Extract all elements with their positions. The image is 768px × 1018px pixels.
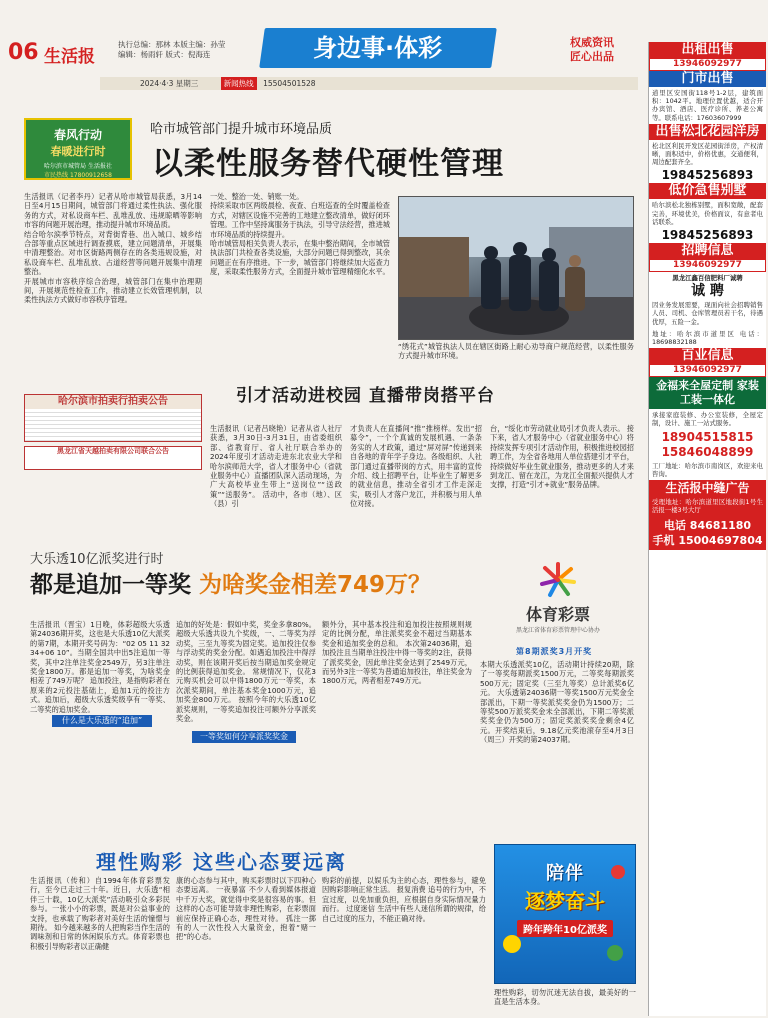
classified-job-contact: 地址：哈尔滨市道里区 电话：18698832188 (652, 329, 763, 347)
auction-ad-2-title: 黑龙江省天越拍卖有限公司联合公告 (57, 447, 169, 455)
classified-ad-phone-2: 15004697804 (678, 534, 763, 548)
article4-title: 理性购彩 这些心态要远离 (96, 850, 347, 874)
article4-col2: 康的心态参与其中，购买彩票时以下四种心态要远离。 一夜暴富 不少人看到媒体报道中千万大奖，就觉得中奖是很容易的事。但这样的心态可能导致非理性购彩，在彩票面前应保持正确心态，理性对待。 孤注一掷 有的人一次性投入大量资金，抱着“赌一把”的心态。 (176, 876, 316, 942)
classified-shop-sale-title: 门市出售 (649, 71, 766, 87)
classified-header-business (649, 348, 766, 377)
classified-column (648, 42, 766, 1016)
classified-ad-phone-1: 84681180 (689, 519, 752, 533)
classified-cheap-villa-text: 哈尔滨松北独栋别墅，面积宽敞，配套完善，环境优美，价格面议，有意者电话联系。 (652, 201, 763, 226)
article1-photo (398, 196, 634, 340)
issue-date: 2024·4·3 星期三 (140, 79, 199, 88)
article1-body-col2: 一处、整治一处、销账一处。 持续采取市区两级晨检、夜查、白班巡查的全时覆盖检查方式，对辖区设施不完善的工地建立整改清单，做好闭环管理。工作中坚持寓服务于执法，引导守法经营，推进城市环境品质的持续提升。 哈市城管局相关负责人表示，在集中整治期间，全市城管执法部门共检查各类设施，大部分问题已得到整改，其余问题正在有序推进。下一步，城管部门将继续加大巡查力度，采取柔性服务方式，全面提升城市管理精细化水平。 (210, 192, 390, 277)
classified-furniture-address: 工厂地址：哈尔滨市南岗区，欢迎来电咨询。 (652, 461, 763, 478)
classified-phone-business: 13946092977 (649, 364, 766, 377)
hotline-number: 15504501528 (263, 79, 316, 88)
page-number: 06 (8, 40, 39, 65)
auction-ad-body (25, 409, 201, 441)
article3-subhead-2-box (192, 728, 296, 746)
hotline-label: 新闻热线 (221, 77, 257, 90)
ball-icon (503, 935, 521, 953)
tagline-line-1: 权威资讯 (570, 36, 614, 49)
article4-col1: 生活报讯（传和）自1994年体育彩票发行，至今已走过三十年。近日，大乐透“相伴三十载，10亿大派奖”活动吸引众多彩民参与。一张小小的彩票，既是对公益事业的支持，也承载了购彩者对美好生活的憧憬与期待。 如今越来越多的人把购彩当作生活的调味剂和日常的休闲娱乐方式。体育彩票也积极引导购彩者以正确健 (30, 876, 170, 951)
classified-shop-sale-text: 道里区安国街118号1-2层，建筑面积：1042平。地理位置优越，适合开办宾馆、酒店、医疗诊所、养老公寓等。联系电话：17603607999 (652, 89, 763, 122)
article1-body-col1: 生活报讯（记者李丹）记者从哈市城管局获悉，3月14日至4月15日期间，城管部门将通过柔性执法、强化服务的方式，对私设商车栏、乱堆乱放、违规晾晒等影响市容的问题开展治理，推动提升城市环境品质。 结合哈尔滨季节特点，对背街背巷、出入城口、城乡结合部等重点区域进行调查摸底，建立问题清单，开展集中清理整治。对市区街路两侧存在的各类违规设施，对私设商车栏、乱堆乱放、占道经营等问题开展集中清理整治。 开展城市市容秩序综合治理，城管部门在集中治理期间，开展规范性检查工作，推动建立长效管理机制，以柔性执法方式做好市容秩序管理。 (24, 192, 202, 305)
badge-line-2: 春暖进行时 (50, 145, 106, 158)
article2-body-col3: 台，“绥化市劳动就业局引才负责人表示。 接下来，省人才服务中心（省就业服务中心）将持续发挥专项引才活动作用，积极推进校园招聘工作，为全省各地用人单位搭建引才平台，持续做好毕业生就业服务，推动更多的人才来到龙江、留在龙江，为龙江全面振兴提供人才支撑，打造“引才+就业”服务品牌。 (490, 424, 634, 490)
classified-ad-service-title: 生活报中缝广告 (649, 480, 766, 496)
classified-villa-text: 松北区利民开发区花园街洋房，产权清晰，面积适中，价格优惠，交通便利，周边配套齐全。 (652, 141, 763, 167)
article3-col4: 本期大乐透派奖10亿，活动期计持续20期，除了一等奖每期派奖1500万元，二等奖每期派奖500万元；固定奖（三至九等奖）总计派奖6亿元。 大乐透第24036期一等奖1500万元奖金全部派出，下期一等奖派奖奖金仍为1500万；二等奖500万派奖奖金未全部派出，下期二等奖派奖奖金仍为500万；固定奖派奖奖金剩余4亿元。开奖结束后，9.18亿元奖池滚存至4月3日（周三）开奖的第24037期。 (480, 660, 634, 745)
article3-subhead-1-box (52, 712, 152, 730)
classified-villa-title: 出售松北花园洋房 (649, 124, 766, 140)
article3-col1 (30, 620, 170, 866)
classified-custom-furniture-title: 金福来全屋定制 家装工装一体化 (649, 377, 766, 409)
classified-villa-phone: 19845256893 (661, 168, 754, 183)
article3-subhead-2: 一等奖如何分享派奖奖金 (192, 731, 296, 743)
lottery-logo-icon (538, 560, 578, 600)
editors-line-2: 编辑：杨雨轩 版式：倪海连 (118, 50, 211, 59)
lottery-promo-ad (494, 844, 636, 984)
promo-ad-line-2: 逐梦奋斗 (525, 889, 605, 913)
classified-job-title: 诚 聘 (691, 283, 724, 300)
date-bar (100, 77, 638, 90)
article2-body-col2: 才负责人在直播间“推”推榜样。发出“招募令”，一个个真诚的发展机遇、一条条务实的人才政策，通过“屏对屏”传递到来自各地的青年学子身边。各级组织、人社部门通过直播带岗的方式，用丰富的宣传介绍、线上招聘平台，让毕业生了解更多的就业信息，推动全省引才工作走深走实，吸引人才落户龙江，并积极与用人单位对接。 (350, 424, 482, 509)
lottery-brand-name: 体育彩票 (525, 605, 590, 624)
badge-line-3: 哈尔滨市城管局 生活报社 (44, 163, 112, 170)
lottery-brand (488, 602, 628, 634)
classified-furniture-phone-2: 15846048899 (661, 444, 754, 459)
article4-col3: 购彩的前提，以娱乐为主的心态，理性参与，避免因购彩影响正常生活。 报复消费 追号的行为中，不宜过度，以免加重负担，应根据自身实际情况量力而行。 过度迷信 生活中有些人迷信所谓的规律，给自己过度的压力，不能正确对待。 (322, 876, 486, 923)
auction-ad-2 (24, 446, 202, 470)
classified-ad-service-address: 受理地址：哈尔滨道里区地段街1号生活报一楼3号大厅 (649, 496, 766, 516)
auction-ad (24, 394, 202, 442)
classified-ad-phone-label-1: 电话 (663, 519, 686, 533)
article2-title: 引才活动进校园 直播带岗搭平台 (236, 386, 495, 406)
ball-icon (607, 945, 623, 961)
classified-header-rent-title: 出租出售 (681, 42, 734, 57)
article3-subhead-1: 什么是大乐透的“追加” (52, 715, 152, 727)
article3-col3: 额外分，其中基本投注和追加投注按照规则规定的比例分配，单注派奖奖金不超过当期基本奖金和追加奖金的总和。 本次第24036期，追加投注且当期单注投注中得一等奖的2注，获得了派奖奖金，因此单注奖金达到了2549万元，而另外3注一等奖为普通追加投注，单注奖金为1800万元，两者相差749万元。 (322, 620, 472, 686)
classified-furniture-phone-1: 18904515815 (661, 429, 754, 444)
article3-title (30, 566, 431, 599)
lottery-brand-sub: 黑龙江省体育彩票管理中心协办 (515, 627, 600, 634)
badge-line-1: 春风行动 (53, 128, 102, 142)
article2-body-col1: 生活报讯（记者吕晓艳）记者从省人社厅获悉，3月30日-3月31日，由省委组织部、省教育厅、省人社厅联合举办的2024年度引才活动走进东北农业大学和哈尔滨师范大学，省人才服务中心（省就业服务中心）直播团队深入活动现场，为广大高校毕业生带上“送岗位”“送政策”“送服务”。 活动中，各市（地）、区（县）引 (210, 424, 342, 509)
article3-col2: 追加的好处是：假如中奖，奖金多拿80%。超级大乐透共设九个奖级，一、二等奖为浮动奖，三至九等奖为固定奖。追加投注仅参与浮动奖的奖金分配。如遇追加投注中得浮动奖，则在该期开奖后按当期追加奖金规定的比例获得追加奖金。 常规情况下，仅花3元购买机会可以中得1800万元一等奖，本次派奖期间，单注基本奖金1000万元，追加奖金800万元。 按照今年的大乐透10亿派奖规则，一等奖追加投注可额外分享派奖奖金。 (176, 620, 316, 724)
campaign-badge (24, 118, 132, 180)
classified-phone-jobs: 13946092977 (649, 259, 766, 272)
classified-custom-furniture-text: 承接家庭装修、办公室装修，全屋定制，设计、施工一站式服务。 (652, 411, 763, 428)
section-banner (259, 28, 497, 68)
classified-ad-service-phones (649, 516, 766, 550)
classified-ad-phone-label-2: 手机 (652, 534, 675, 548)
classified-cheap-villa-title: 低价急售别墅 (649, 183, 766, 199)
article1-photo-caption: “绣花式”城管执法人员在辖区街路上耐心劝导商户规范经营，以柔性服务方式提升城市环境。 (398, 342, 634, 361)
classified-header-business-title: 百业信息 (681, 348, 734, 364)
tagline (560, 36, 624, 64)
paper-logo: 生活报 (44, 47, 95, 67)
classified-cheap-villa-phone: 19845256893 (661, 228, 754, 243)
classified-header-jobs (649, 243, 766, 272)
article3-col1-text: 生活报讯（晋宝）1日晚，体彩超级大乐透第24036期开奖，这也是大乐透10亿大派奖的第7期，本期开奖号码为：“02 05 11 32 34+06 10”。当期全国共中出5注追加一等奖，其中2注单注奖金2549万，另3注单注奖金1800万。都是追加一等奖，为啥奖金相差了749万呢？ 追加投注，是指购彩者在原来的2元投注基础上，追加1元的投注方式。追加后，超级大乐透奖级享有一等奖、二等奖的追加奖金。 (30, 620, 170, 714)
ball-icon (611, 865, 625, 879)
classified-header-rent (649, 42, 766, 71)
classified-header-jobs-title: 招聘信息 (681, 243, 734, 259)
classified-phone-1: 13946092977 (649, 58, 766, 71)
article1-subtitle: 哈市城管部门提升城市环境品质 (150, 122, 333, 137)
article3-title-main: 都是追加一等奖 (30, 572, 191, 598)
auction-ad-title: 哈尔滨市拍卖行拍卖公告 (58, 396, 168, 407)
article1-title: 以柔性服务替代硬性管理 (152, 146, 504, 182)
tagline-line-2: 匠心出品 (570, 50, 614, 63)
article3-subtitle: 大乐透10亿派奖进行时 (30, 552, 164, 567)
photo-illustration (399, 197, 634, 340)
issue-header: 第8期派奖3月开奖 (516, 647, 593, 656)
badge-line-4: 市民热线 17800912658 (44, 172, 112, 179)
editors-credit (118, 40, 248, 60)
promo-ad-line-3: 跨年跨年10亿派奖 (517, 920, 613, 937)
editors-line-1: 执行总编：那林 本版主编：孙莹 (118, 40, 226, 49)
classified-job-text: 因业务发展需要，现面向社会招聘销售人员、司机、仓库管理员若干名，待遇优厚，五险一金。 (652, 301, 763, 326)
promo-ad-line-1: 陪伴 (546, 863, 584, 884)
section-title: 身边事·体彩 (313, 34, 443, 62)
promo-ad-caption: 理性购彩，切勿沉迷无法自拔，最美好的一直是生活本身。 (494, 988, 636, 1007)
classified-job-company: 黑龙江鑫百信肥料厂诚聘 (672, 274, 743, 283)
article3-title-highlight: 为啥奖金相差749万？ (199, 572, 432, 598)
